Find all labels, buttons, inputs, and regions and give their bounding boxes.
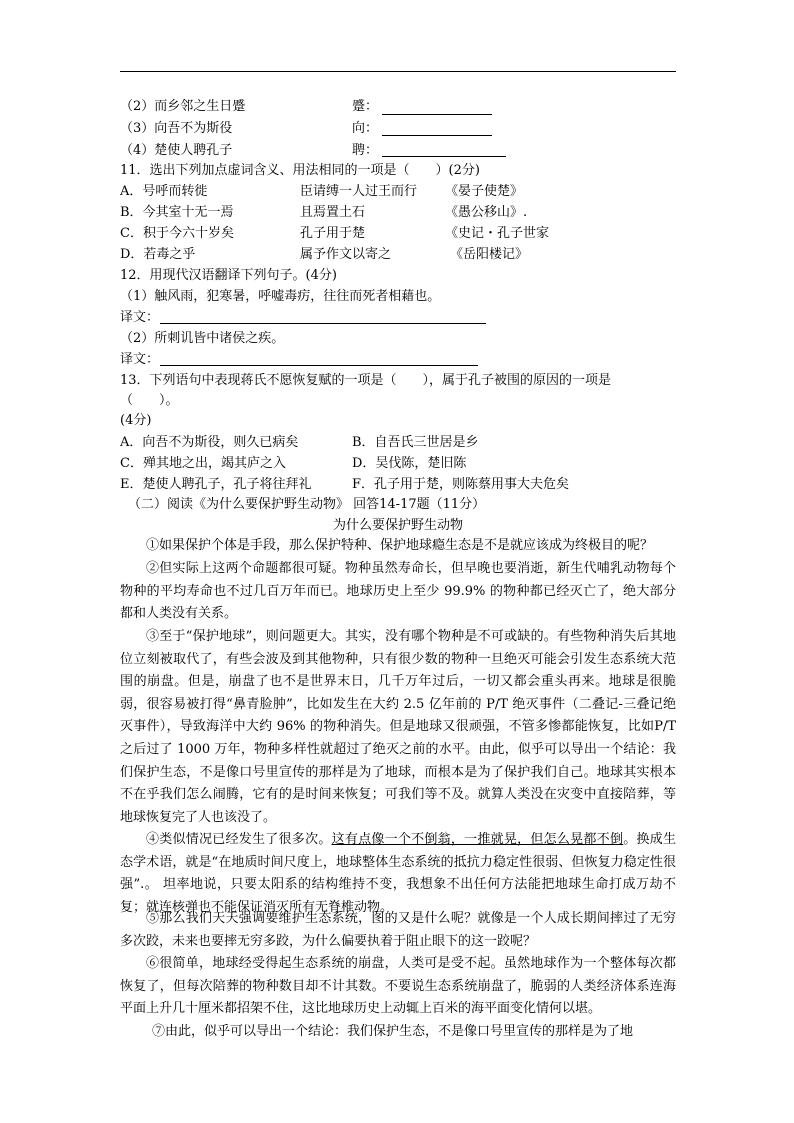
q11-option-c-pair: 孔子用于楚 (300, 226, 366, 241)
answer-blank[interactable] (382, 156, 506, 157)
q10-item-2: （2）而乡邻之生日蹙 (120, 99, 246, 114)
q13-option-a: A．向吾不为斯役，则久已病矣 (120, 435, 299, 450)
q11-option-b-pair: 且焉置土石 (300, 205, 366, 220)
q11-option-a-pair: 臣请缚一人过王而行 (300, 184, 418, 199)
q10-item-4-label: 聘： (352, 143, 379, 158)
paragraph-2: ②但实际上这两个命题都很可疑。物种虽然寿命长，但早晚也要消逝，新生代哺乳动物每个物种的平均寿命也不过几百万年而已。地球历史上至少 99.9% 的物种都已经灭亡了，绝大部分都和人类没有关系。 (120, 561, 676, 622)
paragraph-4-rest: 。换成生态学术语，就是“在地质时间尺度上，地球整体生态系统的抵抗力稳定性很弱、但恢复力稳定性很强”.。 坦率地说，只要太阳系的结构维持不变，我想象不出任何方法能把地球生命打成万劫不复；就连核弹也不能保证消灭所有无脊椎动物。 (120, 832, 676, 915)
article-title: 为什么要保护野生动物 (332, 518, 463, 533)
q13-score: (4分) (120, 413, 152, 428)
answer-blank[interactable] (382, 135, 492, 136)
q11-option-c-source: 《史记・孔子世家 (445, 226, 550, 241)
section-intro: （二）阅读《为什么要保护野生动物》 回答14-17题（11分） (128, 497, 486, 512)
q11-option-b-source: 《愚公移山》. (445, 205, 528, 220)
paragraph-4 (120, 829, 676, 919)
q10-item-2-label: 蹙： (352, 99, 379, 114)
q11-option-b: B．今其室十无一焉 (120, 205, 234, 220)
q13-option-f: F．孔子用于楚，则陈蔡用事大夫危矣 (352, 477, 570, 492)
q11-option-c: C．积于今六十岁矣 (120, 226, 234, 241)
paragraph-1: ①如果保护个体是手段，那么保护特种、保护地球瘾生态是不是就应该成为终极目的呢？ (146, 538, 654, 553)
q12-sentence-2: （2）所刺讥皆中诸侯之疾。 (120, 331, 285, 346)
q11-option-d: D．若毒之乎 (120, 247, 196, 262)
q10-item-3-label: 向： (352, 121, 379, 136)
q11-option-a-source: 《晏子使楚》 (445, 184, 524, 199)
translation-blank-1[interactable] (160, 323, 486, 324)
q13-option-c: C．殚其地之出，竭其庐之入 (120, 456, 286, 471)
q13-option-d: D．吴伐陈，楚旧陈 (352, 456, 467, 471)
underlined-sentence: 这有点像一个不倒翁，一推就晃，但怎么晃都不倒 (331, 832, 624, 847)
q13-option-e: E．楚使人聘孔子，孔子将往拜礼 (120, 477, 312, 492)
q11-stem: 11．选出下列加点虚词含义、用法相同的一项是（ ）(2分) (120, 163, 480, 178)
q13-option-b: B．自吾氏三世居是乡 (352, 435, 479, 450)
paragraph-6: ⑥很简单，地球经受得起生态系统的崩盘，人类可是受不起。虽然地球作为一个整体每次都恢复了，但每次陪葬的物种数目却不计其数。不要说生态系统崩盘了，脆弱的人类经济体系连海平面上升几十厘米都招架不住，这比地球历史上动辄上百米的海平面变化情何以堪。 (120, 956, 676, 1017)
paragraph-7: ⑦由此，似乎可以导出一个结论：我们保护生态，不是像口号里宣传的那样是为了地 (152, 1024, 634, 1039)
paragraph-5: ⑤那么我们天天强调要维护生态系统，图的又是什么呢？就像是一个人成长期间摔过了无穷多次跤，未来也要摔无穷多跤，为什么偏要执着于阻止眼下的这一跤呢？ (120, 911, 676, 949)
header-rule (120, 71, 676, 72)
q13-stem: 13．下列语句中表现蒋氏不愿恢复赋的一项是（ ），属于孔子被围的原因的一项是 (120, 373, 612, 388)
answer-blank[interactable] (382, 114, 492, 115)
paragraph-4-start: ④类似情况已经发生了很多次。 (146, 832, 332, 847)
paragraph-3: ③至于“保护地球”，则问题更大。其实，没有哪个物种是不可或缺的。有些物种消失后其地位立刻被取代了，有些会波及到其他物种，只有很少数的物种一旦绝灭可能会引发生态系统大范围的崩盘。但是，崩盘了也不是世界末日，几千万年过后，一切又都会重头再来。地球是很脆弱，很容易被打得“鼻青脸肿”，比如发生在大约 2.5 亿年前的 P/T 绝灭事件（二叠记-三叠记绝灭事件），导致海洋中大约 96% 的物种消失。但是地球又很顽强，不管多惨都能恢复，比如P/T 之后过了 1000 万年，物种多样性就超过了绝灭之前的水平。由此，似乎可以导出一个结论：我们保护生态，不是像口号里宣传的那样是为了地球，而根本是为了保护我们自己。地球其实根本不在乎我们怎么闹腾，它有的是时间来恢复；可我们等不及。就算人类没在灾变中直接陪葬，等地球恢复完了人也该没了。 (120, 629, 676, 825)
q11-option-d-pair: 属予作文以寄之 (300, 247, 392, 262)
q12-translation-label-1: 译文： (120, 310, 160, 325)
q12-translation-label-2: 译文： (120, 352, 160, 367)
q12-stem: 12．用现代汉语翻译下列句子。(4分) (120, 268, 337, 283)
q11-option-d-source: 《岳阳楼记》 (450, 247, 529, 262)
translation-blank-2[interactable] (160, 365, 478, 366)
q11-option-a: A．号呼而转徙 (120, 184, 208, 199)
q10-item-3: （3）向吾不为斯役 (120, 121, 233, 136)
q13-stem-cont: （ ）。 (120, 393, 179, 408)
q12-sentence-1: （1）触风雨，犯寒暑，呼嘘毒疠，往往而死者相藉也。 (120, 289, 441, 304)
q10-item-4: （4）楚使人聘孔子 (120, 143, 233, 158)
